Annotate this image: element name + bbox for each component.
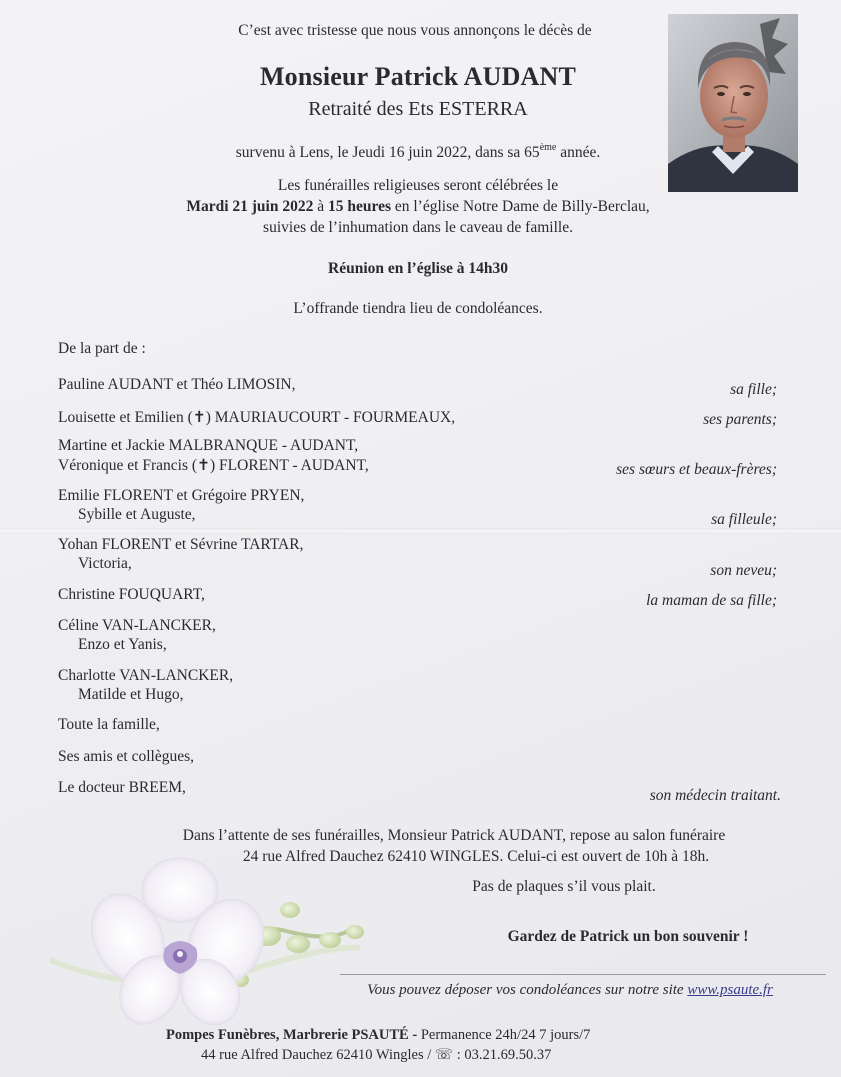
telephone-icon: ☏ bbox=[434, 1047, 454, 1063]
deceased-subtitle: Retraité des Ets ESTERRA bbox=[308, 98, 528, 120]
family-entry-name: Emilie FLORENT et Grégoire PRYEN, bbox=[58, 487, 305, 504]
family-entry-name: Matilde et Hugo, bbox=[78, 686, 184, 703]
family-entry-name: Céline VAN-LANCKER, bbox=[58, 617, 216, 634]
wake-info-line-2: 24 rue Alfred Dauchez 62410 WINGLES. Celui-ci est ouvert de 10h à 18h. bbox=[242, 848, 710, 865]
church-meeting: Réunion en l’église à 14h30 bbox=[328, 260, 508, 277]
funeral-line-3: suivies de l’inhumation dans le caveau de famille. bbox=[263, 219, 573, 236]
funeral-home-hours: Permanence 24h/24 7 jours/7 bbox=[420, 1027, 591, 1043]
funeral-home-line-1 bbox=[166, 1027, 590, 1044]
family-entry-relation: sa filleule; bbox=[711, 511, 777, 528]
portrait-image bbox=[668, 14, 798, 192]
funeral-home-address: 44 rue Alfred Dauchez 62410 Wingles bbox=[201, 1047, 424, 1063]
family-entry-relation: son médecin traitant. bbox=[649, 787, 781, 804]
family-entry-relation: ses parents; bbox=[703, 411, 777, 428]
keep-memory-note: Gardez de Patrick un bon souvenir ! bbox=[507, 928, 749, 945]
intro-text: C’est avec tristesse que nous vous annonçons le décès de bbox=[238, 22, 592, 39]
funeral-home-name: Pompes Funèbres, Marbrerie PSAUTÉ bbox=[166, 1027, 409, 1043]
funeral-date: Mardi 21 juin 2022 bbox=[186, 198, 314, 215]
family-entry-name: Toute la famille, bbox=[58, 716, 160, 733]
signature-rule bbox=[340, 974, 826, 975]
death-text: survenu à Lens, le Jeudi 16 juin 2022, dans sa 65 bbox=[235, 144, 540, 161]
funeral-line-2 bbox=[0, 198, 836, 216]
funeral-home-phone: : 03.21.69.50.37 bbox=[453, 1047, 552, 1063]
funeral-line-1: Les funérailles religieuses seront célébrées le bbox=[277, 177, 559, 194]
funeral-home-sep: - bbox=[408, 1027, 421, 1043]
funeral-hour: 15 heures bbox=[327, 198, 391, 215]
funeral-a: à bbox=[313, 198, 328, 215]
website-link[interactable]: www.psaute.fr bbox=[687, 982, 773, 998]
family-entry-relation: son neveu; bbox=[710, 562, 777, 579]
portrait-photo bbox=[668, 14, 798, 192]
family-entry-name: Victoria, bbox=[78, 555, 132, 572]
family-entry-relation: la maman de sa fille; bbox=[646, 592, 777, 609]
phone-sep: / bbox=[423, 1047, 435, 1063]
death-end: année. bbox=[556, 144, 601, 161]
family-entry-relation: ses sœurs et beaux-frères; bbox=[616, 461, 777, 478]
family-entry-name: Ses amis et collègues, bbox=[58, 748, 195, 765]
offering-note: L’offrande tiendra lieu de condoléances. bbox=[293, 300, 543, 317]
family-entry-relation: sa fille; bbox=[730, 381, 777, 398]
wake-info-line-1: Dans l’attente de ses funérailles, Monsieur Patrick AUDANT, repose au salon funéraire bbox=[182, 827, 726, 844]
condolences-text: Vous pouvez déposer vos condoléances sur notre site bbox=[367, 982, 688, 998]
funeral-home-line-2 bbox=[201, 1047, 551, 1064]
from-label: De la part de : bbox=[58, 340, 146, 357]
family-entry-name: Enzo et Yanis, bbox=[78, 636, 167, 653]
family-entry-name: Louisette et Emilien (✝) MAURIAUCOURT - FOURMEAUX, bbox=[58, 409, 456, 426]
family-entry-name: Véronique et Francis (✝) FLORENT - AUDANT, bbox=[58, 457, 369, 474]
family-entry-name: Yohan FLORENT et Sévrine TARTAR, bbox=[58, 536, 304, 553]
death-sup: ème bbox=[539, 142, 557, 153]
deceased-name: Monsieur Patrick AUDANT bbox=[259, 62, 577, 91]
condolences-note bbox=[0, 982, 841, 999]
orchid-flower-decoration bbox=[30, 850, 450, 1050]
family-entry-name: Pauline AUDANT et Théo LIMOSIN, bbox=[58, 376, 296, 393]
family-entry-name: Martine et Jackie MALBRANQUE - AUDANT, bbox=[58, 437, 359, 454]
family-entry-name: Christine FOUQUART, bbox=[58, 586, 205, 603]
family-entry-name: Le docteur BREEM, bbox=[58, 779, 186, 796]
funeral-place: en l’église Notre Dame de Billy-Berclau, bbox=[391, 198, 650, 215]
family-entry-name: Sybille et Auguste, bbox=[78, 506, 196, 523]
no-plates-note: Pas de plaques s’il vous plait. bbox=[472, 878, 656, 895]
family-entry-name: Charlotte VAN-LANCKER, bbox=[58, 667, 234, 684]
